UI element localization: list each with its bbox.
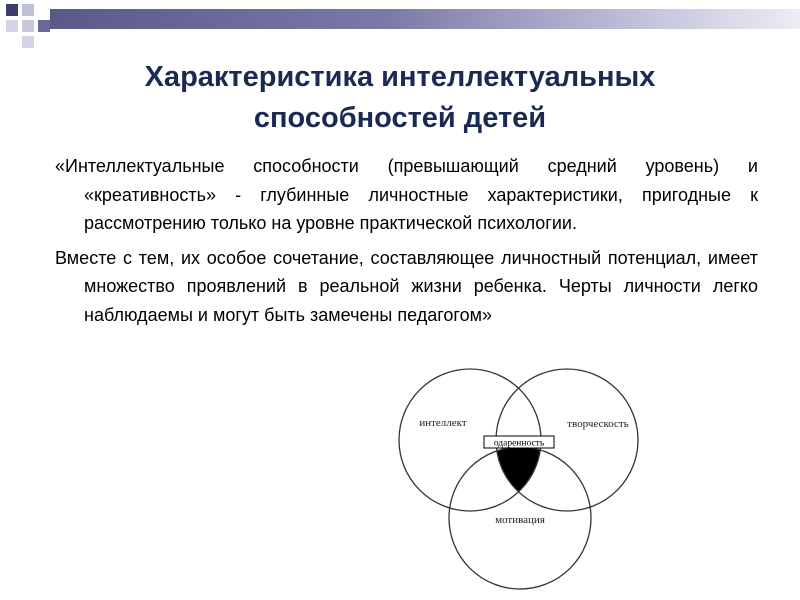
deco-square	[22, 36, 34, 48]
label-intellect: интеллект	[419, 417, 467, 429]
deco-square	[22, 20, 34, 32]
header-gradient-bar	[50, 9, 800, 29]
quote-paragraph: Вместе с тем, их особое сочетание, составляющее личностный потенциал, имеет множество проявлений в реальной жизни ребенка. Черты личности легко наблюдаемы и могут быть замечены педагогом»	[55, 247, 758, 325]
venn-diagram	[392, 362, 652, 595]
deco-square	[22, 4, 34, 16]
deco-square	[6, 4, 18, 16]
slide-title: Характеристика интеллектуальных способностей детей	[144, 61, 656, 134]
decorative-header	[0, 0, 800, 50]
label-creativity: творческость	[567, 418, 629, 430]
slide-body	[55, 152, 758, 335]
label-motivation: мотивация	[495, 514, 545, 526]
deco-square	[38, 20, 50, 32]
quote-paragraph: «Интеллектуальные способности (превышающий средний уровень) и «креативность» - глубинные личностные характеристики, пригодные к рассмотрению только на уровне практической психологии.	[55, 156, 758, 233]
deco-square	[6, 20, 18, 32]
label-giftedness: одаренность	[493, 438, 545, 449]
